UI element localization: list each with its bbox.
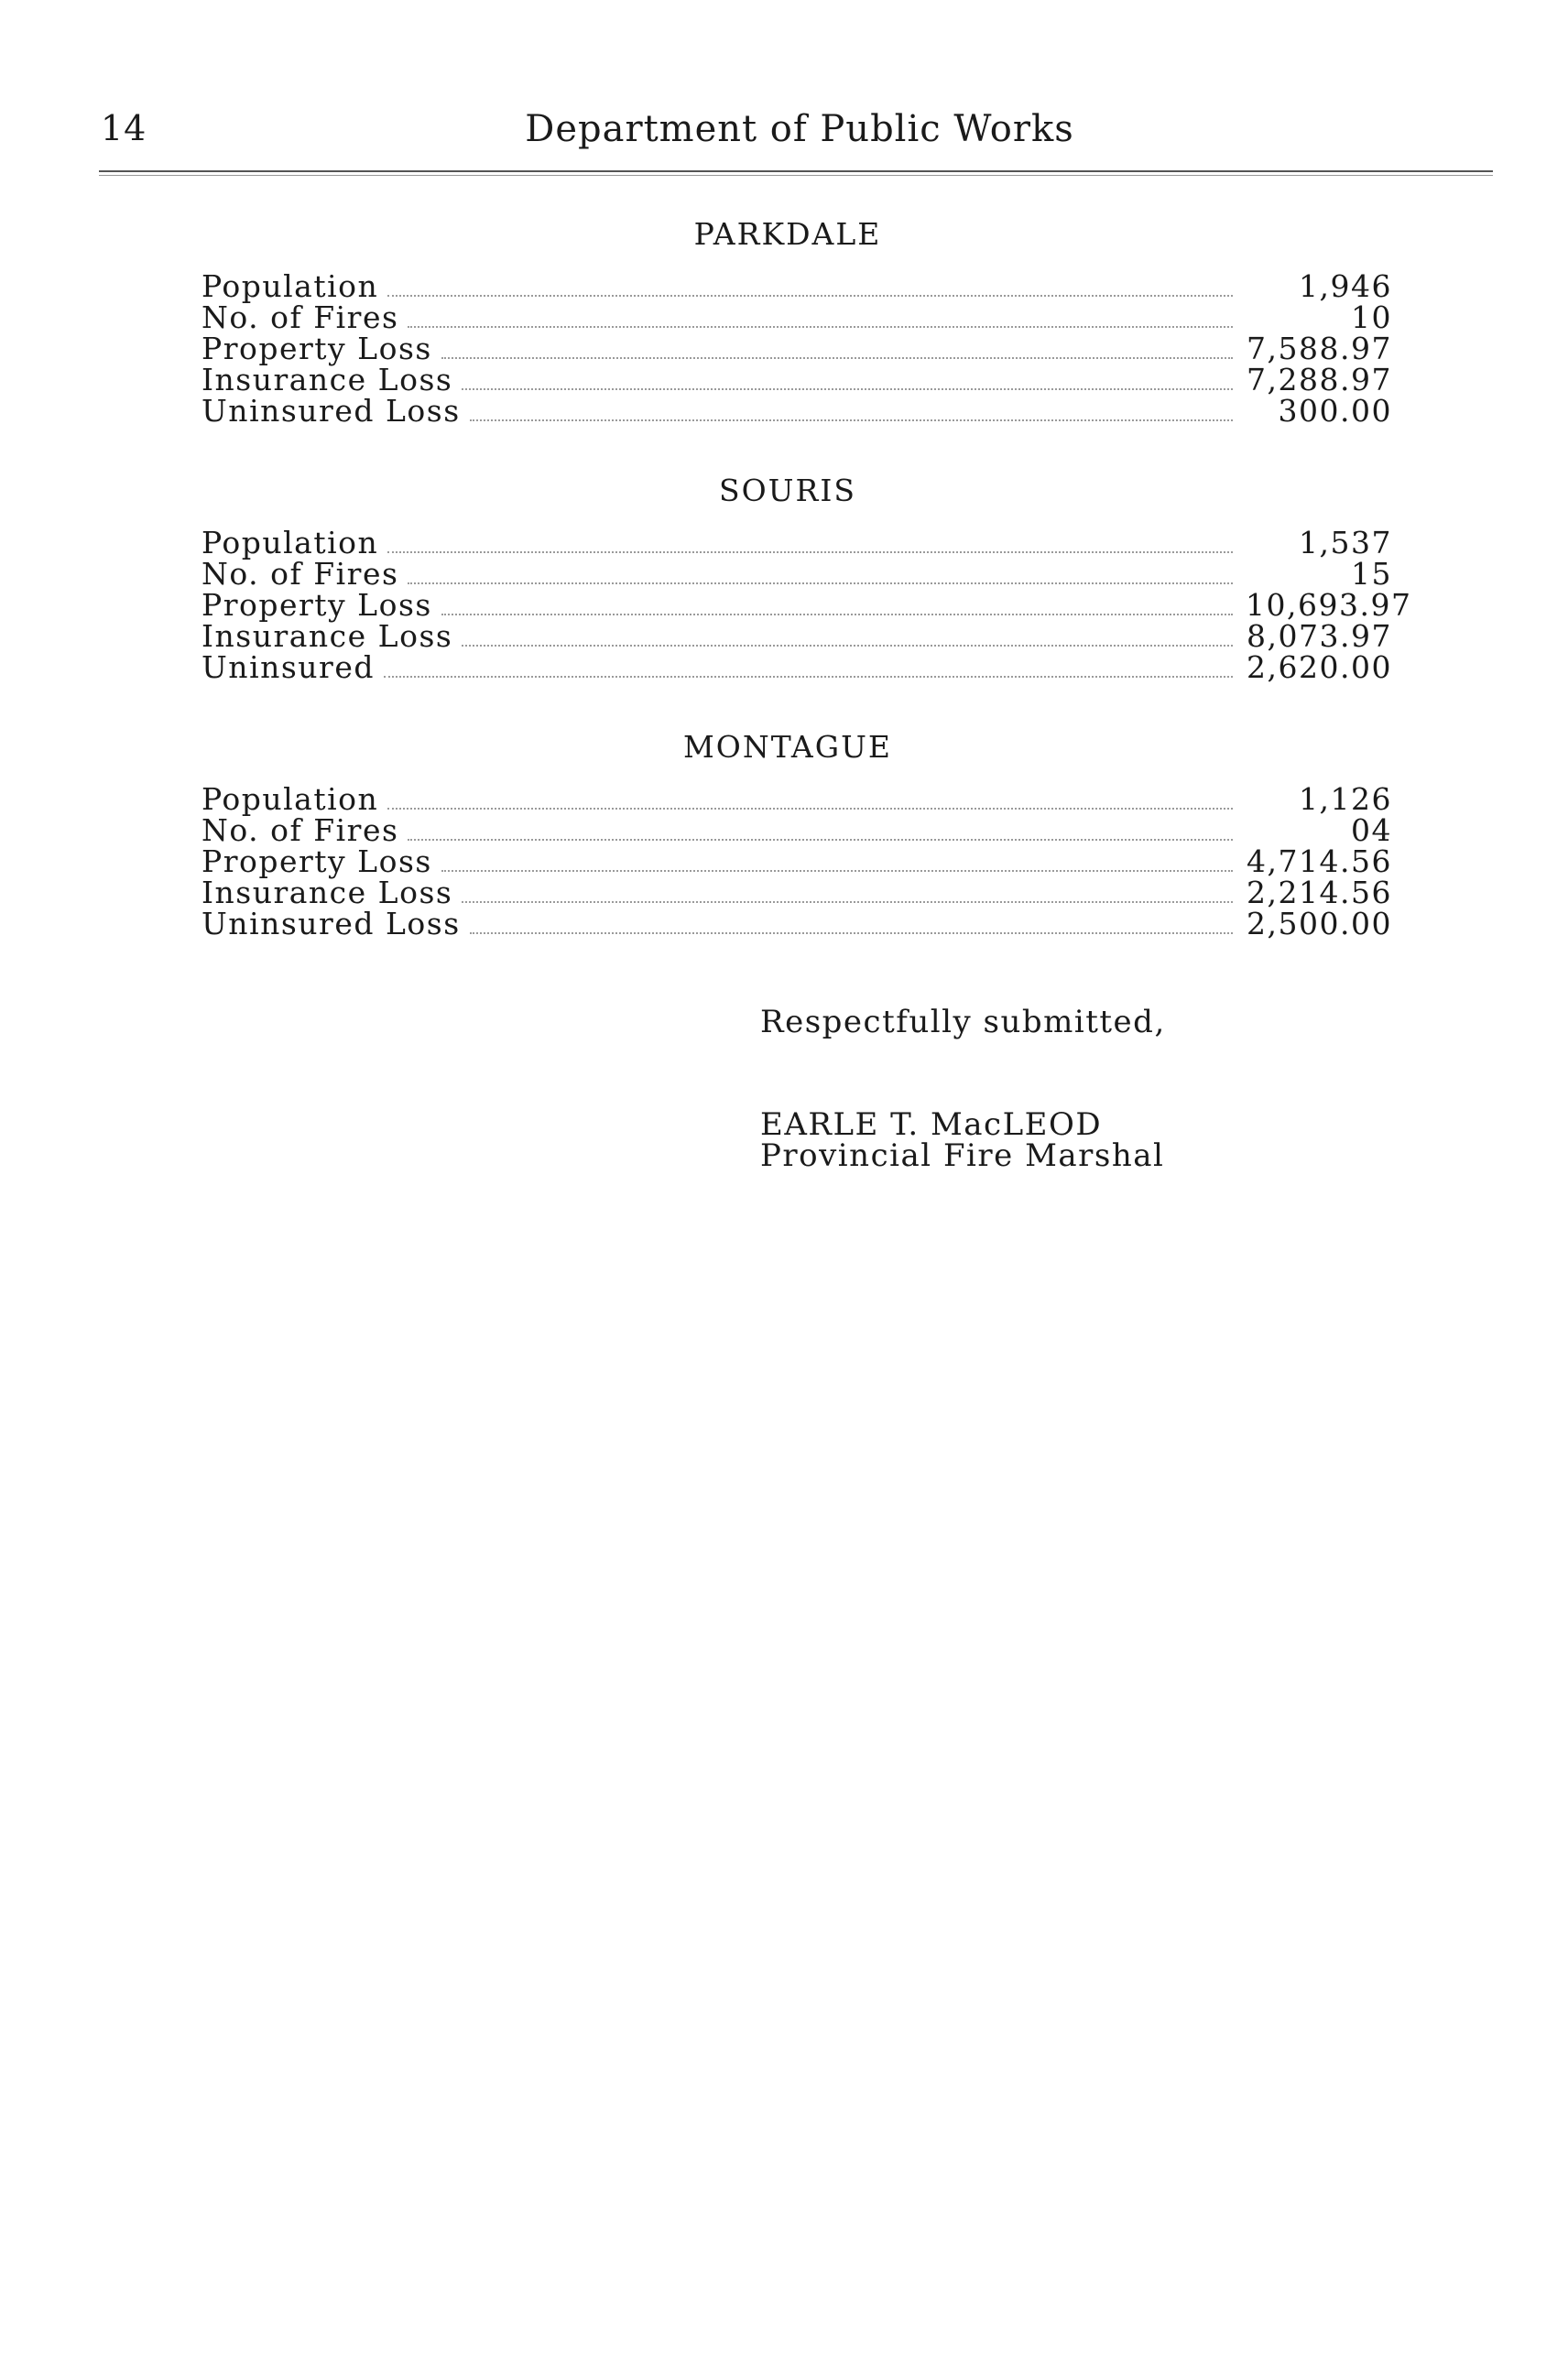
table-row (201, 781, 1392, 817)
row-label: Property Loss (201, 587, 432, 623)
dot-leader (441, 357, 1233, 359)
dot-leader (384, 676, 1233, 678)
section-title: SOURIS (719, 473, 856, 508)
dot-leader (387, 295, 1233, 297)
row-value: 04 (1351, 812, 1392, 848)
row-label: Population (201, 781, 379, 817)
dot-leader (387, 551, 1233, 553)
table-row (201, 843, 1392, 879)
dot-leader (462, 388, 1233, 390)
row-value: 2,620.00 (1247, 649, 1392, 685)
section-montague (201, 729, 1392, 941)
page-number: 14 (101, 108, 147, 148)
row-value: 2,500.00 (1247, 906, 1392, 941)
table-row (201, 587, 1412, 623)
row-value: 1,946 (1299, 268, 1392, 304)
row-label: Property Loss (201, 843, 432, 879)
section-parkdale (201, 216, 1392, 429)
row-value: 4,714.56 (1247, 843, 1392, 879)
dot-leader (441, 870, 1233, 872)
section-title: MONTAGUE (682, 729, 893, 765)
table-row (201, 299, 1392, 335)
section-souris (201, 473, 1412, 685)
table-row (201, 875, 1392, 910)
row-value: 1,537 (1299, 525, 1392, 560)
row-label: Uninsured (201, 649, 375, 685)
dot-leader (462, 901, 1233, 903)
row-label: Insurance Loss (201, 618, 453, 654)
closing-salutation: Respectfully submitted, (760, 1004, 1166, 1040)
header-rule-secondary (99, 175, 1493, 176)
row-label: Property Loss (201, 331, 432, 366)
dot-leader (408, 326, 1233, 328)
dot-leader (408, 582, 1233, 584)
row-label: Insurance Loss (201, 875, 453, 910)
dot-leader (408, 839, 1233, 841)
table-row (201, 331, 1392, 366)
row-value: 8,073.97 (1247, 618, 1392, 654)
table-row (201, 556, 1392, 592)
row-label: Uninsured Loss (201, 906, 461, 941)
dot-leader (441, 614, 1233, 615)
row-label: No. of Fires (201, 812, 399, 848)
table-row (201, 618, 1392, 654)
row-value: 300.00 (1278, 393, 1392, 429)
dot-leader (470, 419, 1233, 421)
row-label: Population (201, 268, 379, 304)
section-title: PARKDALE (693, 216, 882, 252)
row-value: 10 (1351, 299, 1392, 335)
row-value: 7,288.97 (1247, 362, 1392, 397)
dot-leader (387, 808, 1233, 810)
dot-leader (462, 645, 1233, 647)
row-value: 1,126 (1299, 781, 1392, 817)
table-row (201, 525, 1392, 560)
row-label: No. of Fires (201, 299, 399, 335)
row-label: No. of Fires (201, 556, 399, 592)
dot-leader (470, 932, 1233, 934)
table-row (201, 393, 1392, 429)
row-label: Uninsured Loss (201, 393, 461, 429)
row-value: 10,693.97 (1246, 587, 1412, 623)
row-value: 2,214.56 (1247, 875, 1392, 910)
table-row (201, 649, 1392, 685)
signatory-name: EARLE T. MacLEOD (760, 1106, 1103, 1143)
table-row (201, 906, 1392, 941)
page-header (99, 108, 1500, 163)
row-value: 7,588.97 (1247, 331, 1392, 366)
table-row (201, 812, 1392, 848)
signatory-title: Provincial Fire Marshal (760, 1137, 1165, 1174)
table-row (201, 268, 1392, 304)
table-row (201, 362, 1392, 397)
header-rule (99, 170, 1493, 172)
row-value: 15 (1351, 556, 1392, 592)
row-label: Insurance Loss (201, 362, 453, 397)
row-label: Population (201, 525, 379, 560)
running-title: Department of Public Works (525, 108, 1074, 150)
